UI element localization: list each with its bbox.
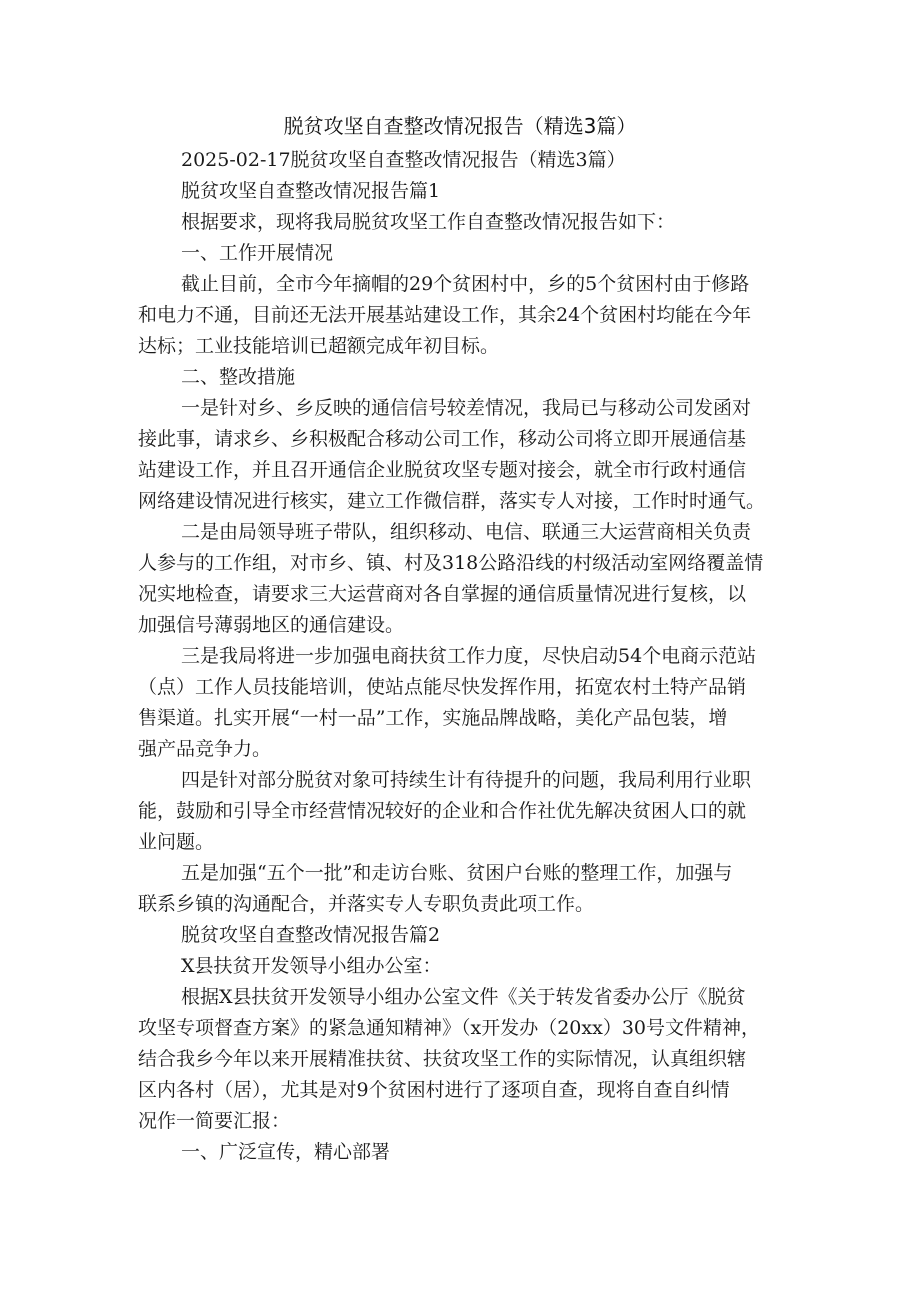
paragraph-line: 一是针对乡、乡反映的通信信号较差情况，我局已与移动公司发函对 [181,397,752,419]
document-title: 脱贫攻坚自查整改情况报告（精选3篇） [283,114,637,138]
paragraph-line: 况实地检查，请要求三大运营商对各自掌握的通信质量情况进行复核，以 [138,583,747,605]
paragraph-line: （点）工作人员技能培训，使站点能尽快发挥作用，拓宽农村土特产品销 [138,676,747,698]
paragraph-line: 业问题。 [138,831,215,853]
paragraph-line: 根据要求，现将我局脱贫攻坚工作自查整改情况报告如下： [181,211,676,233]
paragraph-line: 能，鼓励和引导全市经营情况较好的企业和合作社优先解决贫困人口的就 [138,800,747,822]
paragraph-line: 达标；工业技能培训已超额完成年初目标。 [138,335,500,357]
subheading: 二、整改措施 [181,366,296,388]
paragraph-line: 截止目前，全市今年摘帽的29个贫困村中，乡的5个贫困村由于修路 [181,273,750,295]
paragraph-line: 结合我乡今年以来开展精准扶贫、扶贫攻坚工作的实际情况，认真组织辖 [138,1048,747,1070]
paragraph-line: 网络建设情况进行核实，建立工作微信群，落实专人对接，工作时时通气。 [138,490,766,512]
paragraph-line: 站建设工作，并且召开通信企业脱贫攻坚专题对接会，就全市行政村通信 [138,459,747,481]
date-line: 2025-02-17脱贫攻坚自查整改情况报告（精选3篇） [181,149,626,171]
paragraph-line: 强产品竞争力。 [138,738,272,760]
subheading: 一、广泛宣传，精心部署 [181,1141,391,1163]
paragraph-line: 攻坚专项督查方案》的紧急通知精神》（x开发办（20xx）30号文件精神， [138,1017,761,1039]
paragraph-line: 四是针对部分脱贫对象可持续生计有待提升的问题，我局利用行业职 [181,769,752,791]
paragraph-line: 区内各村（居），尤其是对9个贫困村进行了逐项自查，现将自查自纠情 [138,1079,730,1101]
paragraph-line: 接此事，请求乡、乡积极配合移动公司工作，移动公司将立即开展通信基 [138,428,747,450]
paragraph-line: 售渠道。扎实开展“一村一品”工作，实施品牌战略，美化产品包装，增 [138,707,728,729]
paragraph-line: 和电力不通，目前还无法开展基站建设工作，其余24个贫困村均能在今年 [138,304,752,326]
paragraph-line: 五是加强“五个一批”和走访台账、贫困户台账的整理工作，加强与 [181,862,733,884]
paragraph-line: 况作一简要汇报： [138,1110,291,1132]
subheading: 一、工作开展情况 [181,242,334,264]
paragraph-line: 加强信号薄弱地区的通信建设。 [138,614,405,636]
section-heading-2: 脱贫攻坚自查整改情况报告篇2 [181,924,441,946]
paragraph-line: 联系乡镇的沟通配合，并落实专人专职负责此项工作。 [138,893,595,915]
paragraph-line: 根据X县扶贫开发领导小组办公室文件《关于转发省委办公厅《脱贫 [181,986,746,1008]
addressee-line: X县扶贫开发领导小组办公室： [181,955,442,977]
section-heading-1: 脱贫攻坚自查整改情况报告篇1 [181,180,441,202]
paragraph-line: 三是我局将进一步加强电商扶贫工作力度，尽快启动54个电商示范站 [181,645,757,667]
paragraph-line: 人参与的工作组，对市乡、镇、村及318公路沿线的村级活动室网络覆盖情 [138,552,764,574]
paragraph-line: 二是由局领导班子带队，组织移动、电信、联通三大运营商相关负责 [181,521,752,543]
